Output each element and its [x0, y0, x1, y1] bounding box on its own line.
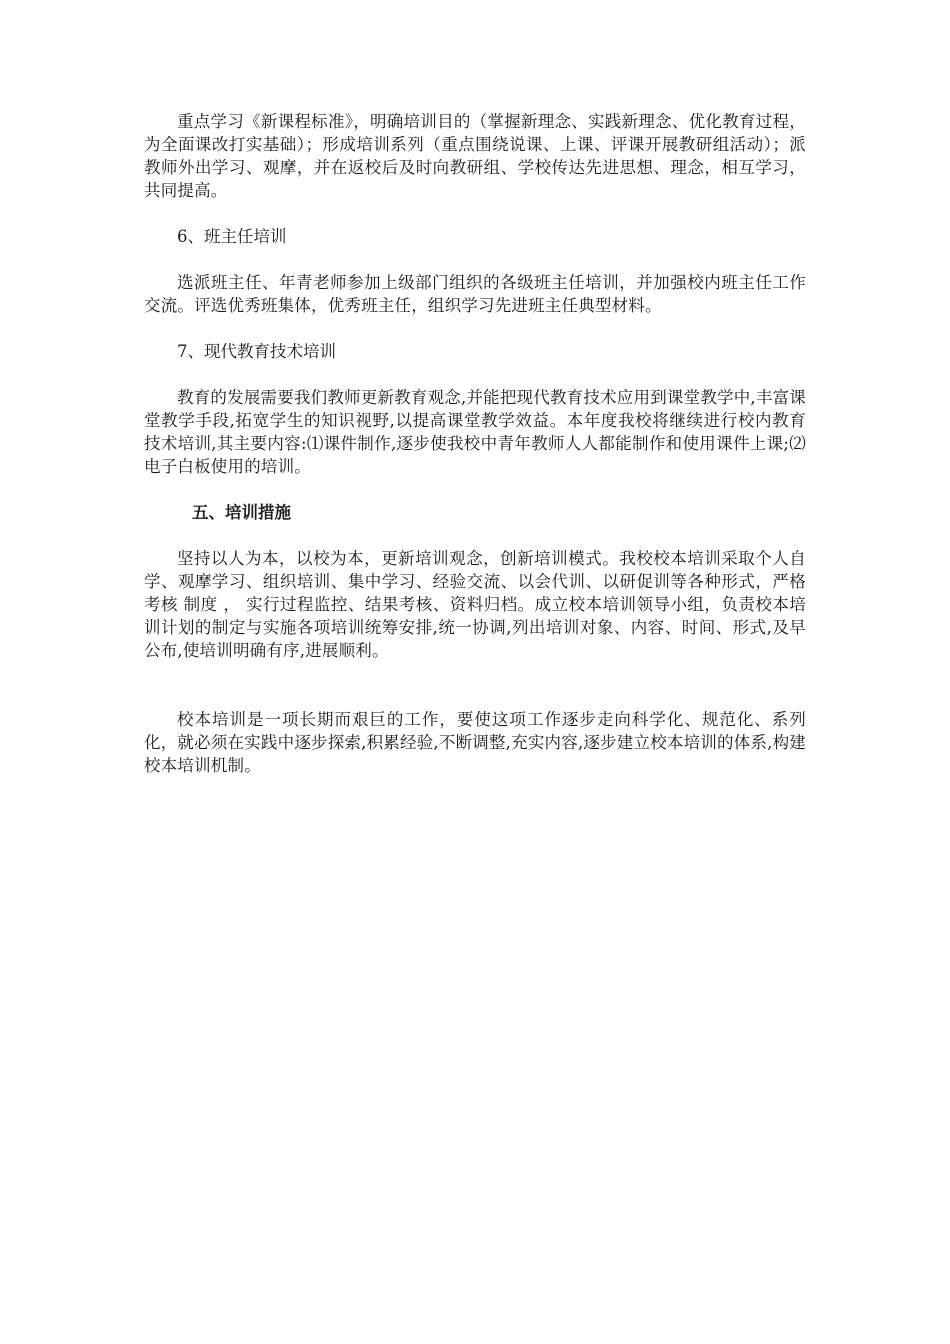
spacer [144, 662, 806, 708]
spacer [144, 524, 806, 547]
spacer [144, 363, 806, 386]
spacer [144, 478, 806, 501]
spacer [144, 248, 806, 271]
paragraph-training-measures: 坚持以人为本，以校为本，更新培训观念，创新培训模式。我校校本培训采取个人自学、观摩学习、组织培训、集中学习、经验交流、以会代训、以研促训等各种形式，严格考核 制度 ， 实行过程监控、结果考核、资料归档。成立校本培训领导小组，负责校本培训计划的制定与实施各项培训统筹安排,统一协调,列出培训对象、内容、时间、形式,及早公布,使培训明确有序,进展顺利。 [144, 549, 806, 660]
spacer [144, 202, 806, 225]
heading-education-technology-training: 7、现代教育技术培训 [177, 342, 336, 361]
document-page [144, 110, 806, 777]
paragraph-class-teacher: 选派班主任、年青老师参加上级部门组织的各级班主任培训，并加强校内班主任工作交流。评选优秀班集体，优秀班主任，组织学习先进班主任典型材料。 [144, 273, 806, 315]
heading-class-teacher-training: 6、班主任培训 [177, 227, 287, 246]
paragraph-conclusion: 校本培训是一项长期而艰巨的工作，要使这项工作逐步走向科学化、规范化、系列化，就必须在实践中逐步探索,积累经验,不断调整,充实内容,逐步建立校本培训的体系,构建校本培训机制。 [144, 710, 806, 775]
section-title-training-measures: 五、培训措施 [192, 503, 291, 522]
paragraph-study-standards: 重点学习《新课程标准》，明确培训目的（掌握新理念、实践新理念、优化教育过程，为全面课改打实基础）；形成培训系列（重点围绕说课、上课、评课开展教研组活动）；派教师外出学习、观摩，并在返校后及时向教研组、学校传达先进思想、理念，相互学习，共同提高。 [144, 112, 806, 200]
spacer [144, 317, 806, 340]
paragraph-education-technology: 教育的发展需要我们教师更新教育观念,并能把现代教育技术应用到课堂教学中,丰富课堂教学手段,拓宽学生的知识视野,以提高课堂教学效益。本年度我校将继续进行校内教育技术培训,其主要内容:⑴课件制作,逐步使我校中青年教师人人都能制作和使用课件上课;⑵电子白板使用的培训。 [144, 388, 806, 476]
